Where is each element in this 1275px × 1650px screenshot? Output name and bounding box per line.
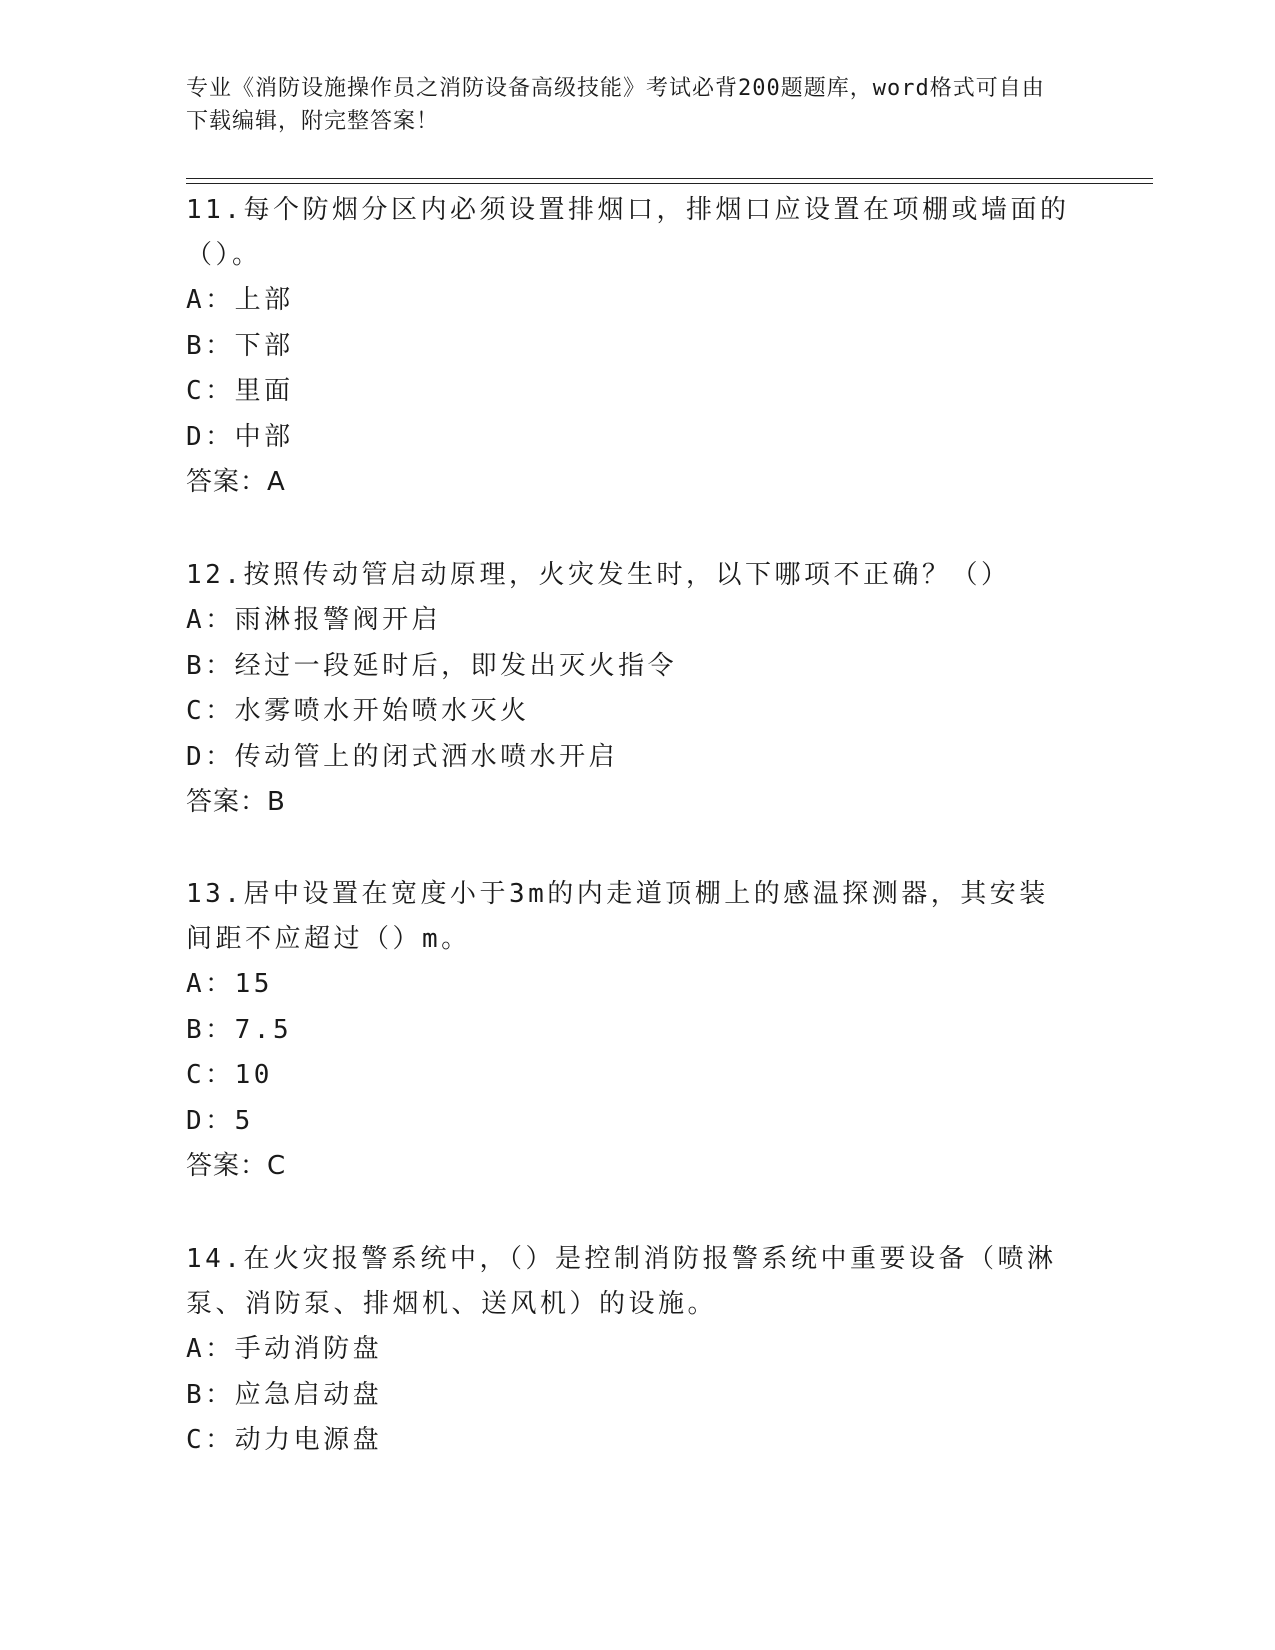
option-a: A：手动消防盘: [186, 1334, 383, 1364]
option-d: D：传动管上的闭式洒水喷水开启: [186, 741, 619, 772]
question-13: [186, 872, 1076, 1189]
option-b: B：下部: [186, 330, 294, 361]
header-divider-bottom: [186, 183, 1153, 184]
option-d: D：5: [186, 1105, 254, 1136]
option-c: C：10: [186, 1060, 273, 1090]
question-12: [186, 553, 1076, 825]
option-c: C：水雾喷水开始喷水灭火: [186, 696, 530, 726]
question-text: 13.居中设置在宽度小于3m的内走道顶棚上的感温探测器，其安装间距不应超过（）m。: [186, 879, 1049, 954]
option-b: B：7.5: [186, 1014, 293, 1045]
answer: 答案：C: [186, 1151, 287, 1181]
option-c: C：里面: [186, 376, 294, 406]
question-text: 14.在火灾报警系统中，（）是控制消防报警系统中重要设备（喷淋泵、消防泵、排烟机、送风机）的设施。: [186, 1244, 1057, 1319]
option-d: D：中部: [186, 421, 294, 452]
option-c: C：动力电源盘: [186, 1425, 383, 1455]
question-text: 12.按照传动管启动原理，火灾发生时，以下哪项不正确？（）: [186, 560, 1011, 590]
option-b: B：经过一段延时后，即发出灭火指令: [186, 650, 678, 681]
option-a: A：15: [186, 969, 273, 999]
answer: 答案：A: [186, 467, 286, 497]
question-text: 11.每个防烟分区内必须设置排烟口，排烟口应设置在项棚或墙面的（）。: [186, 195, 1070, 270]
document-header: 专业《消防设施操作员之消防设备高级技能》考试必背200题题库，word格式可自由下载编辑，附完整答案！: [186, 76, 1045, 134]
option-a: A：上部: [186, 285, 294, 315]
option-b: B：应急启动盘: [186, 1379, 383, 1410]
answer: 答案：B: [186, 787, 286, 817]
option-a: A：雨淋报警阀开启: [186, 605, 442, 635]
question-14: [186, 1237, 1076, 1464]
header-divider-top: [186, 178, 1153, 179]
question-11: [186, 188, 1076, 505]
